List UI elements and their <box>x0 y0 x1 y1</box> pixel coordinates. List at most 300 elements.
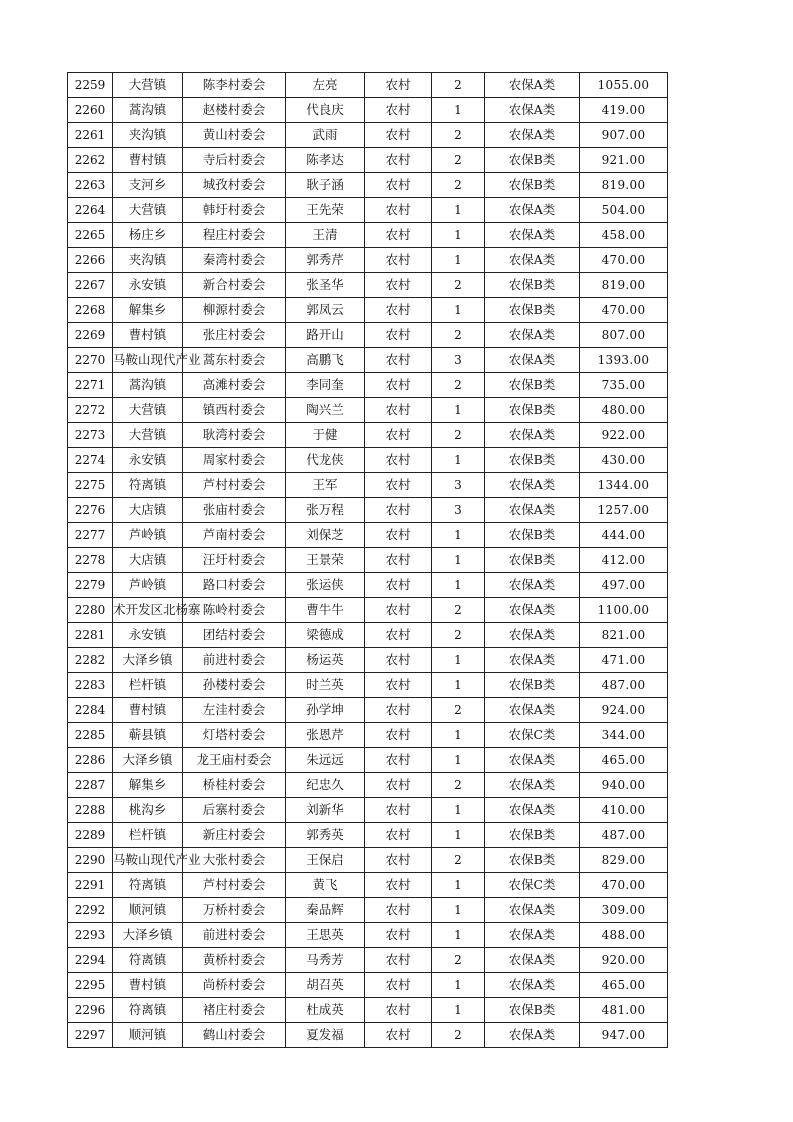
village-committee-cell: 孙楼村委会 <box>183 673 286 698</box>
insurance-category-cell: 农保A类 <box>485 348 580 373</box>
table-row <box>68 698 668 723</box>
amount-cell: 807.00 <box>580 323 668 348</box>
table-row <box>68 348 668 373</box>
insurance-category-cell: 农保B类 <box>485 373 580 398</box>
amount-cell: 309.00 <box>580 898 668 923</box>
amount-cell: 487.00 <box>580 823 668 848</box>
amount-cell: 1393.00 <box>580 348 668 373</box>
name-cell: 陶兴兰 <box>286 398 365 423</box>
township-cell: 马鞍山现代产业 <box>113 348 183 373</box>
insurance-category-cell: 农保C类 <box>485 723 580 748</box>
household-type-cell: 农村 <box>365 548 432 573</box>
household-type-cell: 农村 <box>365 673 432 698</box>
insurance-category-cell: 农保A类 <box>485 698 580 723</box>
member-count-cell: 1 <box>432 98 485 123</box>
member-count-cell: 2 <box>432 73 485 98</box>
household-type-cell: 农村 <box>365 273 432 298</box>
village-committee-cell: 张庙村委会 <box>183 498 286 523</box>
amount-cell: 344.00 <box>580 723 668 748</box>
name-cell: 郭秀芹 <box>286 248 365 273</box>
name-cell: 张圣华 <box>286 273 365 298</box>
row-number-cell: 2296 <box>68 998 113 1023</box>
household-type-cell: 农村 <box>365 173 432 198</box>
village-committee-cell: 褚庄村委会 <box>183 998 286 1023</box>
row-number-cell: 2277 <box>68 523 113 548</box>
insurance-category-cell: 农保B类 <box>485 298 580 323</box>
insurance-category-cell: 农保B类 <box>485 273 580 298</box>
row-number-cell: 2264 <box>68 198 113 223</box>
township-cell: 芦岭镇 <box>113 523 183 548</box>
amount-cell: 907.00 <box>580 123 668 148</box>
village-committee-cell: 前进村委会 <box>183 648 286 673</box>
name-cell: 时兰英 <box>286 673 365 698</box>
member-count-cell: 2 <box>432 123 485 148</box>
household-type-cell: 农村 <box>365 498 432 523</box>
name-cell: 王军 <box>286 473 365 498</box>
row-number-cell: 2265 <box>68 223 113 248</box>
table-row <box>68 323 668 348</box>
row-number-cell: 2273 <box>68 423 113 448</box>
amount-cell: 924.00 <box>580 698 668 723</box>
member-count-cell: 2 <box>432 1023 485 1048</box>
table-row <box>68 648 668 673</box>
amount-cell: 458.00 <box>580 223 668 248</box>
village-committee-cell: 万桥村委会 <box>183 898 286 923</box>
household-type-cell: 农村 <box>365 698 432 723</box>
household-type-cell: 农村 <box>365 398 432 423</box>
name-cell: 曹牛牛 <box>286 598 365 623</box>
township-cell: 栏杆镇 <box>113 673 183 698</box>
village-committee-cell: 柳源村委会 <box>183 298 286 323</box>
table-row <box>68 673 668 698</box>
table-row <box>68 923 668 948</box>
member-count-cell: 2 <box>432 323 485 348</box>
member-count-cell: 1 <box>432 248 485 273</box>
name-cell: 高鹏飞 <box>286 348 365 373</box>
township-cell: 解集乡 <box>113 298 183 323</box>
member-count-cell: 1 <box>432 873 485 898</box>
township-cell: 夹沟镇 <box>113 248 183 273</box>
township-cell: 支河乡 <box>113 173 183 198</box>
member-count-cell: 1 <box>432 523 485 548</box>
township-cell: 曹村镇 <box>113 323 183 348</box>
row-number-cell: 2269 <box>68 323 113 348</box>
amount-cell: 487.00 <box>580 673 668 698</box>
village-committee-cell: 芦村村委会 <box>183 473 286 498</box>
township-cell: 永安镇 <box>113 273 183 298</box>
township-cell: 曹村镇 <box>113 698 183 723</box>
household-type-cell: 农村 <box>365 798 432 823</box>
township-cell: 曹村镇 <box>113 148 183 173</box>
insurance-category-cell: 农保B类 <box>485 398 580 423</box>
household-type-cell: 农村 <box>365 373 432 398</box>
township-cell: 芦岭镇 <box>113 573 183 598</box>
name-cell: 马秀芳 <box>286 948 365 973</box>
insurance-category-cell: 农保A类 <box>485 748 580 773</box>
insurance-category-cell: 农保A类 <box>485 898 580 923</box>
table-row <box>68 148 668 173</box>
household-type-cell: 农村 <box>365 448 432 473</box>
amount-cell: 1055.00 <box>580 73 668 98</box>
household-type-cell: 农村 <box>365 323 432 348</box>
household-type-cell: 农村 <box>365 998 432 1023</box>
table-row <box>68 998 668 1023</box>
village-committee-cell: 镇西村委会 <box>183 398 286 423</box>
table-row <box>68 223 668 248</box>
row-number-cell: 2291 <box>68 873 113 898</box>
name-cell: 张运侠 <box>286 573 365 598</box>
amount-cell: 481.00 <box>580 998 668 1023</box>
township-cell: 永安镇 <box>113 448 183 473</box>
village-committee-cell: 新合村委会 <box>183 273 286 298</box>
table-row <box>68 898 668 923</box>
table-row <box>68 748 668 773</box>
insurance-category-cell: 农保B类 <box>485 998 580 1023</box>
name-cell: 夏发福 <box>286 1023 365 1048</box>
row-number-cell: 2270 <box>68 348 113 373</box>
village-committee-cell: 韩圩村委会 <box>183 198 286 223</box>
name-cell: 武雨 <box>286 123 365 148</box>
amount-cell: 410.00 <box>580 798 668 823</box>
amount-cell: 470.00 <box>580 873 668 898</box>
village-committee-cell: 赵楼村委会 <box>183 98 286 123</box>
township-cell: 符离镇 <box>113 948 183 973</box>
table-row <box>68 723 668 748</box>
member-count-cell: 2 <box>432 423 485 448</box>
row-number-cell: 2292 <box>68 898 113 923</box>
village-committee-cell: 芦村村委会 <box>183 873 286 898</box>
name-cell: 秦品辉 <box>286 898 365 923</box>
name-cell: 郭秀英 <box>286 823 365 848</box>
table-row <box>68 948 668 973</box>
row-number-cell: 2268 <box>68 298 113 323</box>
household-type-cell: 农村 <box>365 523 432 548</box>
village-committee-cell: 蒿东村委会 <box>183 348 286 373</box>
amount-cell: 430.00 <box>580 448 668 473</box>
row-number-cell: 2287 <box>68 773 113 798</box>
amount-cell: 819.00 <box>580 273 668 298</box>
row-number-cell: 2294 <box>68 948 113 973</box>
township-cell: 大营镇 <box>113 398 183 423</box>
row-number-cell: 2279 <box>68 573 113 598</box>
insurance-category-cell: 农保A类 <box>485 198 580 223</box>
member-count-cell: 1 <box>432 798 485 823</box>
amount-cell: 940.00 <box>580 773 668 798</box>
member-count-cell: 2 <box>432 148 485 173</box>
name-cell: 左亮 <box>286 73 365 98</box>
row-number-cell: 2282 <box>68 648 113 673</box>
name-cell: 胡召英 <box>286 973 365 998</box>
amount-cell: 497.00 <box>580 573 668 598</box>
township-cell: 杨庄乡 <box>113 223 183 248</box>
township-cell: 顺河镇 <box>113 898 183 923</box>
household-type-cell: 农村 <box>365 973 432 998</box>
township-cell: 顺河镇 <box>113 1023 183 1048</box>
table-row <box>68 373 668 398</box>
township-cell: 符离镇 <box>113 873 183 898</box>
member-count-cell: 2 <box>432 698 485 723</box>
row-number-cell: 2276 <box>68 498 113 523</box>
insurance-category-cell: 农保B类 <box>485 148 580 173</box>
name-cell: 李同奎 <box>286 373 365 398</box>
member-count-cell: 1 <box>432 223 485 248</box>
household-type-cell: 农村 <box>365 123 432 148</box>
row-number-cell: 2260 <box>68 98 113 123</box>
row-number-cell: 2295 <box>68 973 113 998</box>
table-row <box>68 398 668 423</box>
township-cell: 大泽乡镇 <box>113 648 183 673</box>
township-cell: 永安镇 <box>113 623 183 648</box>
household-type-cell: 农村 <box>365 923 432 948</box>
table-row <box>68 423 668 448</box>
village-committee-cell: 城孜村委会 <box>183 173 286 198</box>
amount-cell: 821.00 <box>580 623 668 648</box>
row-number-cell: 2263 <box>68 173 113 198</box>
name-cell: 代龙侠 <box>286 448 365 473</box>
village-committee-cell: 后寨村委会 <box>183 798 286 823</box>
village-committee-cell: 陈岭村委会 <box>183 598 286 623</box>
village-committee-cell: 程庄村委会 <box>183 223 286 248</box>
household-type-cell: 农村 <box>365 573 432 598</box>
household-type-cell: 农村 <box>365 773 432 798</box>
township-cell: 大泽乡镇 <box>113 923 183 948</box>
insurance-category-cell: 农保B类 <box>485 823 580 848</box>
village-committee-cell: 大张村委会 <box>183 848 286 873</box>
household-type-cell: 农村 <box>365 348 432 373</box>
row-number-cell: 2286 <box>68 748 113 773</box>
household-type-cell: 农村 <box>365 223 432 248</box>
insurance-category-cell: 农保A类 <box>485 798 580 823</box>
name-cell: 刘保芝 <box>286 523 365 548</box>
amount-cell: 504.00 <box>580 198 668 223</box>
row-number-cell: 2262 <box>68 148 113 173</box>
name-cell: 于健 <box>286 423 365 448</box>
member-count-cell: 1 <box>432 573 485 598</box>
village-committee-cell: 路口村委会 <box>183 573 286 598</box>
insurance-category-cell: 农保B类 <box>485 673 580 698</box>
amount-cell: 412.00 <box>580 548 668 573</box>
household-type-cell: 农村 <box>365 898 432 923</box>
name-cell: 张恩芹 <box>286 723 365 748</box>
village-committee-cell: 灯塔村委会 <box>183 723 286 748</box>
amount-cell: 735.00 <box>580 373 668 398</box>
insurance-category-cell: 农保A类 <box>485 98 580 123</box>
household-type-cell: 农村 <box>365 723 432 748</box>
household-type-cell: 农村 <box>365 73 432 98</box>
member-count-cell: 2 <box>432 173 485 198</box>
row-number-cell: 2267 <box>68 273 113 298</box>
village-committee-cell: 寺后村委会 <box>183 148 286 173</box>
amount-cell: 470.00 <box>580 248 668 273</box>
member-count-cell: 1 <box>432 398 485 423</box>
township-cell: 马鞍山现代产业 <box>113 848 183 873</box>
household-type-cell: 农村 <box>365 298 432 323</box>
name-cell: 路开山 <box>286 323 365 348</box>
table-row <box>68 173 668 198</box>
township-cell: 大店镇 <box>113 548 183 573</box>
name-cell: 王清 <box>286 223 365 248</box>
table-row <box>68 273 668 298</box>
row-number-cell: 2281 <box>68 623 113 648</box>
household-type-cell: 农村 <box>365 598 432 623</box>
township-cell: 大营镇 <box>113 73 183 98</box>
member-count-cell: 2 <box>432 773 485 798</box>
table-row <box>68 448 668 473</box>
village-committee-cell: 高滩村委会 <box>183 373 286 398</box>
table-row <box>68 473 668 498</box>
township-cell: 解集乡 <box>113 773 183 798</box>
insurance-category-cell: 农保A类 <box>485 473 580 498</box>
township-cell: 蕲县镇 <box>113 723 183 748</box>
insurance-category-cell: 农保A类 <box>485 623 580 648</box>
name-cell: 杜成英 <box>286 998 365 1023</box>
insurance-category-cell: 农保A类 <box>485 1023 580 1048</box>
member-count-cell: 1 <box>432 823 485 848</box>
member-count-cell: 2 <box>432 848 485 873</box>
member-count-cell: 1 <box>432 923 485 948</box>
row-number-cell: 2289 <box>68 823 113 848</box>
row-number-cell: 2274 <box>68 448 113 473</box>
row-number-cell: 2259 <box>68 73 113 98</box>
member-count-cell: 2 <box>432 623 485 648</box>
amount-cell: 488.00 <box>580 923 668 948</box>
amount-cell: 922.00 <box>580 423 668 448</box>
township-cell: 栏杆镇 <box>113 823 183 848</box>
member-count-cell: 2 <box>432 948 485 973</box>
member-count-cell: 1 <box>432 198 485 223</box>
amount-cell: 921.00 <box>580 148 668 173</box>
household-type-cell: 农村 <box>365 848 432 873</box>
member-count-cell: 1 <box>432 298 485 323</box>
amount-cell: 465.00 <box>580 973 668 998</box>
member-count-cell: 1 <box>432 548 485 573</box>
insurance-category-cell: 农保A类 <box>485 948 580 973</box>
insurance-category-cell: 农保A类 <box>485 648 580 673</box>
name-cell: 朱远远 <box>286 748 365 773</box>
member-count-cell: 1 <box>432 898 485 923</box>
name-cell: 王先荣 <box>286 198 365 223</box>
member-count-cell: 1 <box>432 973 485 998</box>
insurance-category-cell: 农保A类 <box>485 248 580 273</box>
village-committee-cell: 陈李村委会 <box>183 73 286 98</box>
insurance-category-cell: 农保A类 <box>485 123 580 148</box>
amount-cell: 471.00 <box>580 648 668 673</box>
table-row <box>68 523 668 548</box>
household-type-cell: 农村 <box>365 873 432 898</box>
amount-cell: 1257.00 <box>580 498 668 523</box>
township-cell: 曹村镇 <box>113 973 183 998</box>
insurance-category-cell: 农保B类 <box>485 523 580 548</box>
amount-cell: 444.00 <box>580 523 668 548</box>
insurance-category-cell: 农保C类 <box>485 873 580 898</box>
village-committee-cell: 秦湾村委会 <box>183 248 286 273</box>
row-number-cell: 2290 <box>68 848 113 873</box>
township-cell: 大营镇 <box>113 198 183 223</box>
table-row <box>68 798 668 823</box>
table-body <box>68 73 668 1048</box>
table-row <box>68 198 668 223</box>
household-type-cell: 农村 <box>365 198 432 223</box>
insurance-category-cell: 农保B类 <box>485 548 580 573</box>
village-committee-cell: 桥桂村委会 <box>183 773 286 798</box>
member-count-cell: 1 <box>432 673 485 698</box>
insurance-category-cell: 农保A类 <box>485 73 580 98</box>
township-cell: 术开发区北杨寨 <box>113 598 183 623</box>
amount-cell: 829.00 <box>580 848 668 873</box>
row-number-cell: 2285 <box>68 723 113 748</box>
village-committee-cell: 黄山村委会 <box>183 123 286 148</box>
table-row <box>68 98 668 123</box>
household-type-cell: 农村 <box>365 1023 432 1048</box>
relief-roster-table <box>67 72 668 1048</box>
row-number-cell: 2275 <box>68 473 113 498</box>
township-cell: 桃沟乡 <box>113 798 183 823</box>
amount-cell: 480.00 <box>580 398 668 423</box>
household-type-cell: 农村 <box>365 623 432 648</box>
household-type-cell: 农村 <box>365 473 432 498</box>
village-committee-cell: 黄桥村委会 <box>183 948 286 973</box>
household-type-cell: 农村 <box>365 823 432 848</box>
township-cell: 大泽乡镇 <box>113 748 183 773</box>
table-row <box>68 848 668 873</box>
village-committee-cell: 左洼村委会 <box>183 698 286 723</box>
household-type-cell: 农村 <box>365 148 432 173</box>
name-cell: 陈孝达 <box>286 148 365 173</box>
village-committee-cell: 张庄村委会 <box>183 323 286 348</box>
table-row <box>68 73 668 98</box>
row-number-cell: 2297 <box>68 1023 113 1048</box>
insurance-category-cell: 农保A类 <box>485 598 580 623</box>
table-row <box>68 123 668 148</box>
member-count-cell: 1 <box>432 648 485 673</box>
name-cell: 耿子涵 <box>286 173 365 198</box>
row-number-cell: 2280 <box>68 598 113 623</box>
amount-cell: 1100.00 <box>580 598 668 623</box>
member-count-cell: 3 <box>432 473 485 498</box>
member-count-cell: 3 <box>432 348 485 373</box>
amount-cell: 819.00 <box>580 173 668 198</box>
name-cell: 王思英 <box>286 923 365 948</box>
insurance-category-cell: 农保A类 <box>485 573 580 598</box>
household-type-cell: 农村 <box>365 648 432 673</box>
township-cell: 蒿沟镇 <box>113 98 183 123</box>
table-row <box>68 773 668 798</box>
row-number-cell: 2272 <box>68 398 113 423</box>
township-cell: 符离镇 <box>113 473 183 498</box>
table-row <box>68 823 668 848</box>
row-number-cell: 2293 <box>68 923 113 948</box>
village-committee-cell: 龙王庙村委会 <box>183 748 286 773</box>
township-cell: 蒿沟镇 <box>113 373 183 398</box>
insurance-category-cell: 农保A类 <box>485 498 580 523</box>
township-cell: 大店镇 <box>113 498 183 523</box>
name-cell: 杨运英 <box>286 648 365 673</box>
member-count-cell: 2 <box>432 373 485 398</box>
amount-cell: 920.00 <box>580 948 668 973</box>
household-type-cell: 农村 <box>365 98 432 123</box>
name-cell: 梁德成 <box>286 623 365 648</box>
insurance-category-cell: 农保B类 <box>485 173 580 198</box>
township-cell: 符离镇 <box>113 998 183 1023</box>
table-row <box>68 573 668 598</box>
name-cell: 代良庆 <box>286 98 365 123</box>
insurance-category-cell: 农保A类 <box>485 773 580 798</box>
household-type-cell: 农村 <box>365 948 432 973</box>
row-number-cell: 2266 <box>68 248 113 273</box>
table-row <box>68 623 668 648</box>
table-row <box>68 1023 668 1048</box>
table-row <box>68 248 668 273</box>
